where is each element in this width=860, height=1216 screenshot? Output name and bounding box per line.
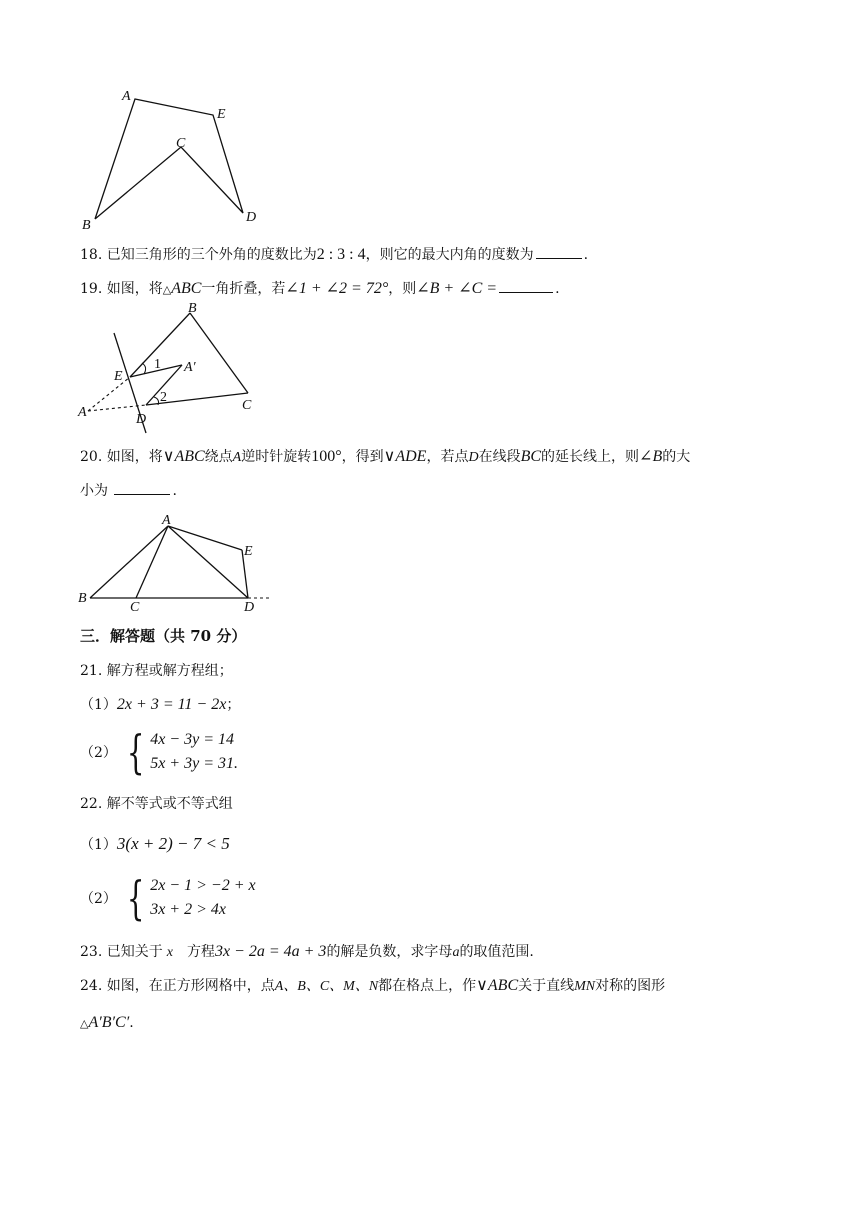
triangle-symbol: ∨ [383, 448, 396, 465]
part-label: （1） [80, 837, 117, 853]
period: . [555, 281, 560, 297]
answer-blank [114, 480, 170, 495]
question-text: ，若点 [426, 449, 469, 465]
question-19 [80, 278, 560, 301]
question-number: 22. [80, 796, 103, 812]
answer-blank [536, 244, 582, 259]
left-brace: { [126, 871, 145, 925]
period: . [234, 755, 238, 772]
question-22-part1 [80, 833, 230, 856]
question-text: 的解是负数，求字母 [326, 944, 453, 960]
label-C: C [130, 600, 140, 615]
question-18 [80, 244, 588, 266]
label-B: B [82, 218, 91, 233]
angle-name: ∠B [639, 448, 663, 465]
question-text: ，则它的最大内角的度数为 [365, 247, 534, 263]
question-text: 绕点 [204, 449, 233, 465]
triangle-symbol: ∨ [476, 977, 488, 994]
question-22 [80, 793, 233, 815]
question-number: 20. [80, 449, 103, 465]
equation: 3x − 2a = 4a + 3 [214, 943, 327, 960]
question-24 [80, 975, 665, 998]
question-text: 小为 [80, 483, 108, 499]
image-triangle-name: A′B′C′ [88, 1014, 130, 1031]
question-number: 18. [80, 247, 103, 263]
question-text: 解方程或解方程组； [106, 663, 233, 679]
rotation-angle: 100° [311, 448, 342, 465]
question-number: 23. [80, 944, 103, 960]
label-C: C [242, 398, 252, 413]
question-text: 方程 [186, 944, 215, 960]
equation-1: 4x − 3y = 14 [150, 731, 234, 748]
period: . [129, 1015, 134, 1031]
equation-2-text: 5x + 3y = 31 [150, 755, 234, 772]
period: . [172, 483, 177, 499]
angle1-arc [142, 363, 146, 374]
triangle-symbol: ∨ [162, 448, 175, 465]
variable-a: a [452, 945, 460, 960]
label-E: E [114, 369, 123, 384]
question-text: 对称的图形 [595, 978, 666, 994]
rotation-figure-lines [90, 526, 248, 598]
label-A-prime: A′ [184, 360, 196, 375]
point-name: A [232, 450, 242, 465]
period: . [583, 247, 589, 263]
question-20-line2 [80, 480, 177, 502]
variable-x: x [166, 945, 173, 960]
label-angle-1: 1 [154, 357, 161, 372]
equation: 2x + 3 = 11 − 2x [116, 696, 227, 713]
triangle-name: ABC [171, 280, 202, 297]
question-text: 在线段 [478, 449, 521, 465]
question-21-part2 [80, 725, 238, 779]
part-label: （2） [80, 745, 117, 761]
question-text: 逆时针旋转 [241, 449, 312, 465]
triangle-symbol: △ [80, 1018, 89, 1030]
question-text: 都在格点上，作 [378, 978, 477, 994]
label-E: E [217, 107, 226, 122]
question-text: 关于直线 [518, 978, 575, 994]
question-text: 的大 [662, 449, 691, 465]
question-text: ，得到 [341, 449, 384, 465]
figure-q19 [74, 303, 274, 433]
label-D: D [246, 210, 257, 225]
question-22-part2 [80, 871, 256, 925]
point-name: D [468, 450, 479, 465]
inequality-1: 2x − 1 > −2 + x [150, 877, 256, 894]
question-23 [80, 941, 534, 964]
label-angle-2: 2 [160, 390, 167, 405]
section-title: 三．解答题（共 70 分） [80, 627, 247, 645]
label-D: D [136, 412, 147, 427]
question-text: 的延长线上，则 [541, 449, 640, 465]
equation-system [150, 728, 238, 776]
line-name: MN [574, 979, 596, 994]
label-A: A [78, 405, 87, 420]
question-text: 如图，将 [106, 449, 163, 465]
angle-expression: ∠1 + ∠2 = 72° [285, 280, 389, 297]
triangle-name: ABC [487, 977, 519, 994]
triangle-name: ADE [395, 448, 427, 465]
answer-blank [499, 278, 553, 293]
label-B: B [78, 591, 87, 606]
inequality-2: 3x + 2 > 4x [150, 901, 226, 918]
question-text: 一角折叠，若 [201, 281, 286, 297]
label-A: A [122, 89, 131, 104]
label-C: C [176, 136, 186, 151]
figure-q17 [78, 85, 268, 235]
question-text: 解不等式或不等式组 [106, 796, 233, 812]
question-24-line2 [80, 1012, 134, 1035]
question-text: ，则 [388, 281, 417, 297]
triangle-name: ABC [174, 448, 205, 465]
inequality-system [150, 874, 255, 922]
question-number: 21. [80, 663, 103, 679]
question-number: 24. [80, 978, 103, 994]
fold-figure-lines [114, 313, 248, 433]
segment-name: BC [520, 448, 542, 465]
point-list: A、B、C、M、N [274, 979, 379, 994]
label-E: E [244, 544, 253, 559]
question-text: 的取值范围. [459, 944, 534, 960]
angle-sum: ∠B + ∠C = [416, 280, 498, 297]
equation-2 [150, 752, 238, 776]
label-A: A [162, 513, 171, 528]
question-text: 已知关于 [106, 944, 163, 960]
triangle-symbol: △ [162, 284, 172, 296]
label-D: D [244, 600, 255, 615]
label-B: B [188, 301, 197, 316]
question-text: 已知三角形的三个外角的度数比为 [106, 247, 317, 263]
semicolon: ； [226, 697, 241, 713]
inequality: 3(x + 2) − 7 < 5 [116, 834, 230, 853]
part-label: （2） [80, 891, 117, 907]
question-21 [80, 660, 233, 682]
question-text: 如图，在正方形网格中，点 [106, 978, 275, 994]
question-number: 19. [80, 281, 103, 297]
left-brace: { [126, 725, 145, 779]
question-text: 如图，将 [106, 281, 163, 297]
figure-q20 [74, 510, 284, 615]
question-21-part1 [80, 694, 240, 716]
ratio: 2 : 3 : 4 [316, 246, 366, 263]
part-label: （1） [80, 697, 117, 713]
question-20 [80, 446, 690, 469]
